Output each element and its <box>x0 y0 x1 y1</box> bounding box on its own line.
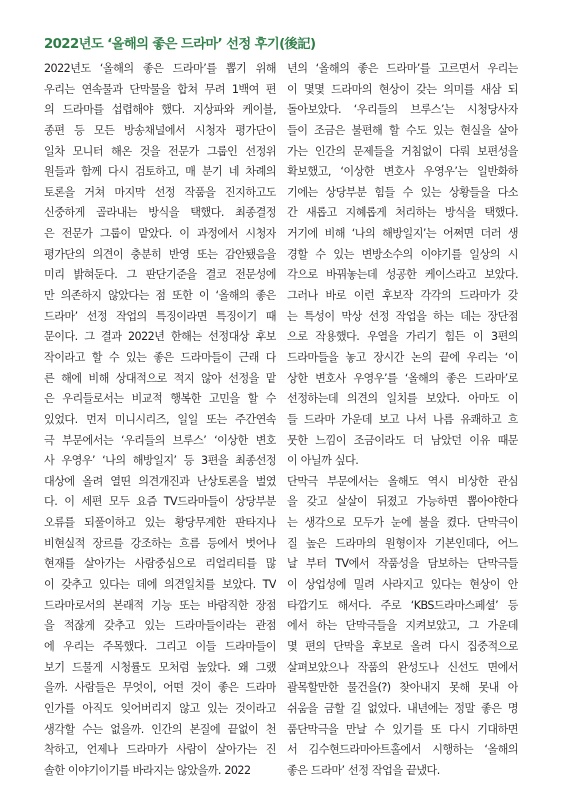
text-line: 극 부문에서는 ‘우리들의 브루스’ ‘이상한 변호 <box>44 433 276 447</box>
text-line: 미리 밝혀둔다. 그 판단기준을 결코 전문성에 <box>44 268 276 282</box>
text-line: 현재를 살아가는 사람중심으로 리얼리티를 많 <box>44 557 276 571</box>
text-line: 다. 이 세편 모두 요즘 TV드라마들이 상당부분 <box>44 495 276 509</box>
text-line: 신중하게 골라내는 방식을 택했다. 최종결정 <box>44 206 276 220</box>
text-line: 대상에 올려 열띤 의견개진과 난상토론을 벌였 <box>44 474 276 488</box>
text-line: 이 상업성에 밀려 사라지고 있다는 현상이 안 <box>287 578 518 592</box>
text-line: 착하고, 언제나 드라마가 사람이 살아가는 진 <box>44 743 276 757</box>
text-line: 우리는 연속물과 단막물을 합쳐 무려 1백여 편 <box>44 82 276 96</box>
text-line: 드라마들을 놓고 장시간 논의 끝에 우리는 ‘이 <box>287 350 518 364</box>
text-line: 생각할 수는 없을까. 인간의 본질에 끝없이 천 <box>44 722 276 736</box>
text-line: 괄목할만한 물건을(?) 찾아내지 못해 못내 아 <box>287 681 518 695</box>
text-line: 서 김수현드라마아트홀에서 시행하는 ‘올해의 <box>287 743 518 757</box>
text-line: 에 우리는 주목했다. 그리고 이들 드라마들이 <box>44 639 276 653</box>
text-line: 확보했고, ‘이상한 변호사 우영우’는 일반화하 <box>287 165 518 179</box>
page-title: 2022년도 ‘올해의 좋은 드라마’ 선정 후기(後記) <box>44 37 316 52</box>
text-line: 들이 조금은 불편해 할 수도 있는 현실을 살아 <box>287 123 518 137</box>
text-line: 질 높은 드라마의 원형이자 기본인데다, 어느 <box>287 536 518 550</box>
text-line: 종편 등 모든 방송채널에서 시청자 평가단이 <box>44 123 276 137</box>
text-line: 간 새롭고 지혜롭게 처리하는 방식을 택했다. <box>287 206 518 220</box>
text-line: 일차 모니터 해온 것을 전문가 그룹인 선정위 <box>44 144 276 158</box>
text-line: 상한 변호사 우영우’를 ‘올해의 좋은 드라마’로 <box>287 371 518 385</box>
text-line: 드라마’ 선정 작업의 특징이라면 특징이기 때 <box>44 309 276 323</box>
text-line: 좋은 드라마’ 선정 작업을 끝냈다. <box>287 763 440 777</box>
text-line: 살펴보았으나 작품의 완성도나 신선도 면에서 <box>287 660 518 674</box>
text-line: 그러나 바로 이런 후보작 각각의 드라마가 갖 <box>287 289 518 303</box>
text-line: 문이다. 그 결과 2022년 한해는 선정대상 후보 <box>44 330 276 344</box>
text-line: 는 생각으로 모두가 눈에 불을 켰다. 단막극이 <box>287 516 518 530</box>
left-text-column <box>44 59 276 781</box>
text-line: 을 적잖게 갖추고 있는 드라마들이라는 관점 <box>44 619 276 633</box>
text-line: 은 전문가 그룹이 맡았다. 이 과정에서 시청자 <box>44 227 276 241</box>
text-line: 는 특성이 막상 선정 작업을 하는 데는 장단점 <box>287 309 518 323</box>
text-line: 의 드라마를 섭렵해야 했다. 지상파와 케이블, <box>44 103 276 117</box>
text-line: 솔한 이야기이기를 바라지는 않았을까. 2022 <box>44 763 251 777</box>
text-line: 돌아보았다. ‘우리들의 브루스’는 시청당사자 <box>287 103 518 117</box>
text-line: 날 부터 TV에서 작품성을 담보하는 단막극들 <box>287 557 518 571</box>
text-line: 들 드라마 가운데 보고 나서 나름 유쾌하고 흐 <box>287 412 518 426</box>
text-line: 드라마로서의 본래적 기능 또는 바람직한 장점 <box>44 598 276 612</box>
text-line: 경할 수 있는 변방소수의 이야기를 일상의 시 <box>287 247 518 261</box>
text-line: 타깝기도 해서다. 주로 ‘KBS드라마스페셜’ 등 <box>287 598 518 612</box>
text-line: 가는 인간의 문제들을 거침없이 다뤄 보편성을 <box>287 144 518 158</box>
text-line: 을 갖고 살살이 뒤졌고 가능하면 뽑아야한다 <box>287 495 518 509</box>
text-line: 거기에 비해 ‘나의 해방일지’는 어쩌면 더러 생 <box>287 227 518 241</box>
text-line: 원들과 함께 다시 검토하고, 매 분기 네 차례의 <box>44 165 276 179</box>
text-line: 있었다. 먼저 미니시리즈, 일일 또는 주간연속 <box>44 412 276 426</box>
text-line: 비현실적 장르를 강조하는 흐름 등에서 벗어나 <box>44 536 276 550</box>
text-line: 인가를 아직도 잊어버리지 않고 있는 것이라고 <box>44 701 276 715</box>
text-line: 2022년도 ‘올해의 좋은 드라마’를 뽑기 위해 <box>44 62 276 75</box>
text-line: 에서 하는 단막극들을 지켜보았고, 그 가운데 <box>287 619 518 633</box>
text-line: 품단막극을 만날 수 있기를 또 다시 기대하면 <box>287 722 518 736</box>
text-line: 으로 작용했다. 우열을 가리기 힘든 이 3편의 <box>287 330 518 344</box>
text-line: 보기 드물게 시청률도 모처럼 높았다. 왜 그랬 <box>44 660 276 674</box>
text-line: 른 해에 비해 상대적으로 적지 않아 선정을 맡 <box>44 371 276 385</box>
text-line: 만 의존하지 않았다는 점 또한 이 ‘올해의 좋은 <box>44 289 276 303</box>
text-line: 이 몇몇 드라마의 현상이 갖는 의미를 새삼 되 <box>287 82 518 96</box>
text-line: 쉬움을 금할 길 없었다. 내년에는 정말 좋은 명 <box>287 701 518 715</box>
text-line: 이 갖추고 있다는 데에 의견일치를 보았다. TV <box>44 578 276 592</box>
text-line: 단막극 부문에서는 올해도 역시 비상한 관심 <box>287 474 518 488</box>
text-line: 을까. 사람들은 무엇이, 어떤 것이 좋은 드라마 <box>44 681 276 695</box>
text-line: 평가단의 의견이 충분히 반영 또는 감안됐음을 <box>44 247 276 261</box>
text-line: 오류를 되풀이하고 있는 황당무계한 판타지나 <box>44 516 276 530</box>
text-line: 작이라고 할 수 있는 좋은 드라마들이 근래 다 <box>44 350 276 364</box>
text-line: 은 우리들로서는 비교적 행복한 고민을 할 수 <box>44 392 276 406</box>
text-line: 각으로 바꿔놓는데 성공한 케이스라고 보았다. <box>287 268 518 282</box>
text-line: 몇 편의 단막을 후보로 올려 다시 집중적으로 <box>287 639 518 653</box>
right-text-column <box>287 59 518 781</box>
text-line: 이 아닐까 싶다. <box>287 454 359 468</box>
text-line: 사 우영우’ ‘나의 해방일지’ 등 3편을 최종선정 <box>44 454 276 468</box>
text-line: 기에는 상당부분 힘들 수 있는 상황들을 다소 <box>287 185 518 199</box>
text-line: 뭇한 느낌이 조금이라도 더 남았던 이유 때문 <box>287 433 518 447</box>
text-line: 년의 ‘올해의 좋은 드라마’를 고르면서 우리는 <box>287 62 518 75</box>
text-line: 선정하는데 의견의 일치를 보았다. 아마도 이 <box>287 392 518 406</box>
text-line: 토론을 거쳐 마지막 선정 작품을 진지하고도 <box>44 185 276 199</box>
